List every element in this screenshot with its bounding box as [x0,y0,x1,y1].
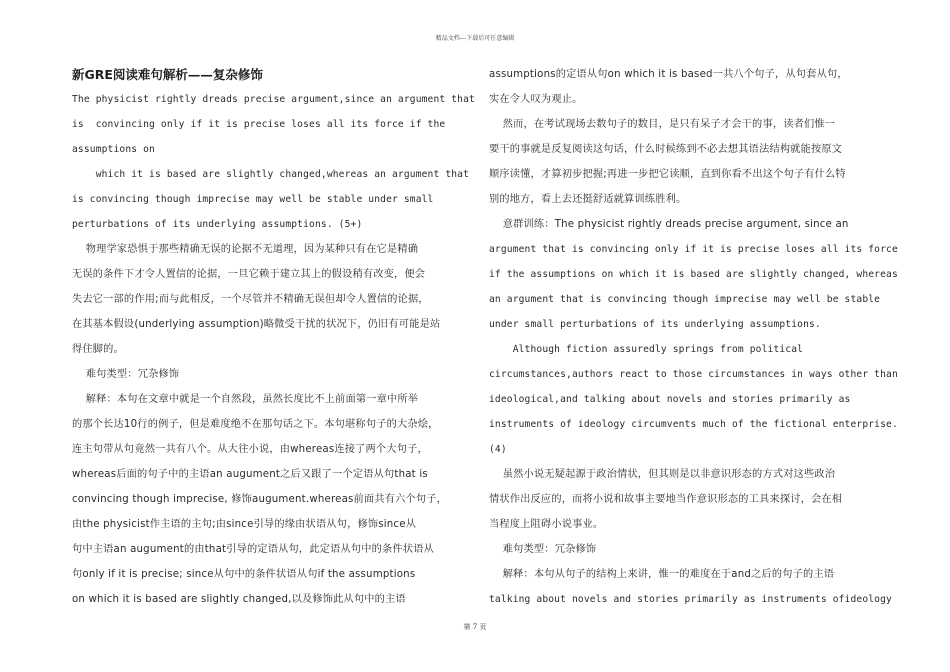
text-line: 意群训练：The physicist rightly dreads precise argument, since an [489,219,849,230]
text-line: an argument that is convincing though imprecise may well be stable [489,294,881,305]
text-line: 的那个长达10行的例子，但是难度绝不在那句话之下。本句堪称句子的大杂烩， [72,419,439,430]
text-line: if the assumptions on which it is based are slightly changed, whereas [489,269,898,280]
text-line: perturbations of its underlying assumptions. (5+) [72,219,363,230]
text-line: 别的地方，看上去还挺舒适就算训练胜利。 [489,194,687,205]
text-line: 当程度上阻碍小说事业。 [489,519,604,530]
left-column [72,62,475,612]
text-line: on which it is based are slightly changed,以及修饰此从句中的主语 [72,594,406,605]
text-line: 连主句带从句竟然一共有八个。从大往小说，由whereas连接了两个大句子， [72,444,428,455]
text-line: 然而，在考试现场去数句子的数目，是只有呆子才会干的事，读者们惟一 [489,119,836,130]
text-line: 物理学家恐惧于那些精确无误的论据不无道理，因为某种只有在它是精确 [72,244,419,255]
text-line: 顺序读懂，才算初步把握;再进一步把它读顺，直到你看不出这个句子有什么特 [489,169,846,180]
text-line: 无误的条件下才令人置信的论据，一旦它赖于建立其上的假设稍有改变，便会 [72,269,426,280]
text-line: The physicist rightly dreads precise argument,since an argument that [72,94,475,105]
left-column-text [72,87,475,612]
text-line: 要干的事就是反复阅读这句话，什么时候练到不必去想其语法结构就能按原文 [489,144,843,155]
text-line: assumptions on [72,144,155,155]
text-line: 解释：本句在文章中就是一个自然段，虽然长度比不上前面第一章中所举 [72,394,419,405]
text-line: 情状作出反应的，而将小说和故事主要地当作意识形态的工具来探讨，会在相 [489,494,843,505]
text-line: convincing though imprecise, 修饰augument.whereas前面共有六个句子， [72,494,448,505]
text-line: (4) [489,444,507,455]
text-line: assumptions的定语从句on which it is based一共八个句子，从句套从句， [489,69,848,80]
text-line: talking about novels and stories primarily as instruments ofideology [489,594,892,605]
text-line: 实在令人叹为观止。 [489,94,583,105]
text-line: is convincing only if it is precise loses all its force if the [72,119,446,130]
text-line: ideological,and talking about novels and stories primarily as [489,394,851,405]
text-line: 句only if it is precise; since从句中的条件状语从句if the assumptions [72,569,416,580]
text-line: whereas后面的句子中的主语an augument之后又跟了一个定语从句that is [72,469,428,480]
text-line: 难句类型：冗杂修饰 [489,544,597,555]
text-line: 由the physicist作主语的主句;由since引导的缘由状语从句，修饰since从 [72,519,417,530]
text-line: 句中主语an augument的由that引导的定语从句，此定语从句中的条件状语从 [72,544,434,555]
page-header-note: 精品文档---下载后可任意编辑 [435,35,515,42]
text-line: is convincing though imprecise may well be stable under small [72,194,434,205]
text-line: which it is based are slightly changed,whereas an argument that [72,169,470,180]
right-column [489,62,898,612]
text-line: Although fiction assuredly springs from political [489,344,804,355]
text-line: 虽然小说无疑起源于政治情状，但其则是以非意识形态的方式对这些政治 [489,469,836,480]
article-title: 新GRE阅读难句解析——复杂修饰 [72,67,263,82]
right-column-text [489,62,898,612]
text-line: 难句类型：冗杂修饰 [72,369,180,380]
text-line: 解释：本句从句子的结构上来讲，惟一的难度在于and之后的句子的主语 [489,569,835,580]
text-line: 失去它一部的作用;而与此相反，一个尽管并不精确无误但却令人置信的论据， [72,294,429,305]
text-line: circumstances,authors react to those circumstances in ways other than [489,369,898,380]
text-line: argument that is convincing only if it is precise loses all its force [489,244,898,255]
text-line: under small perturbations of its underlying assumptions. [489,319,821,330]
text-line: 在其基本假设(underlying assumption)略微受干扰的状况下，仍旧有可能是站 [72,319,441,330]
text-line: instruments of ideology circumvents much of the fictional enterprise. [489,419,898,430]
page-footer: 第 7 页 [463,623,487,631]
text-line: 得住脚的。 [72,344,124,355]
